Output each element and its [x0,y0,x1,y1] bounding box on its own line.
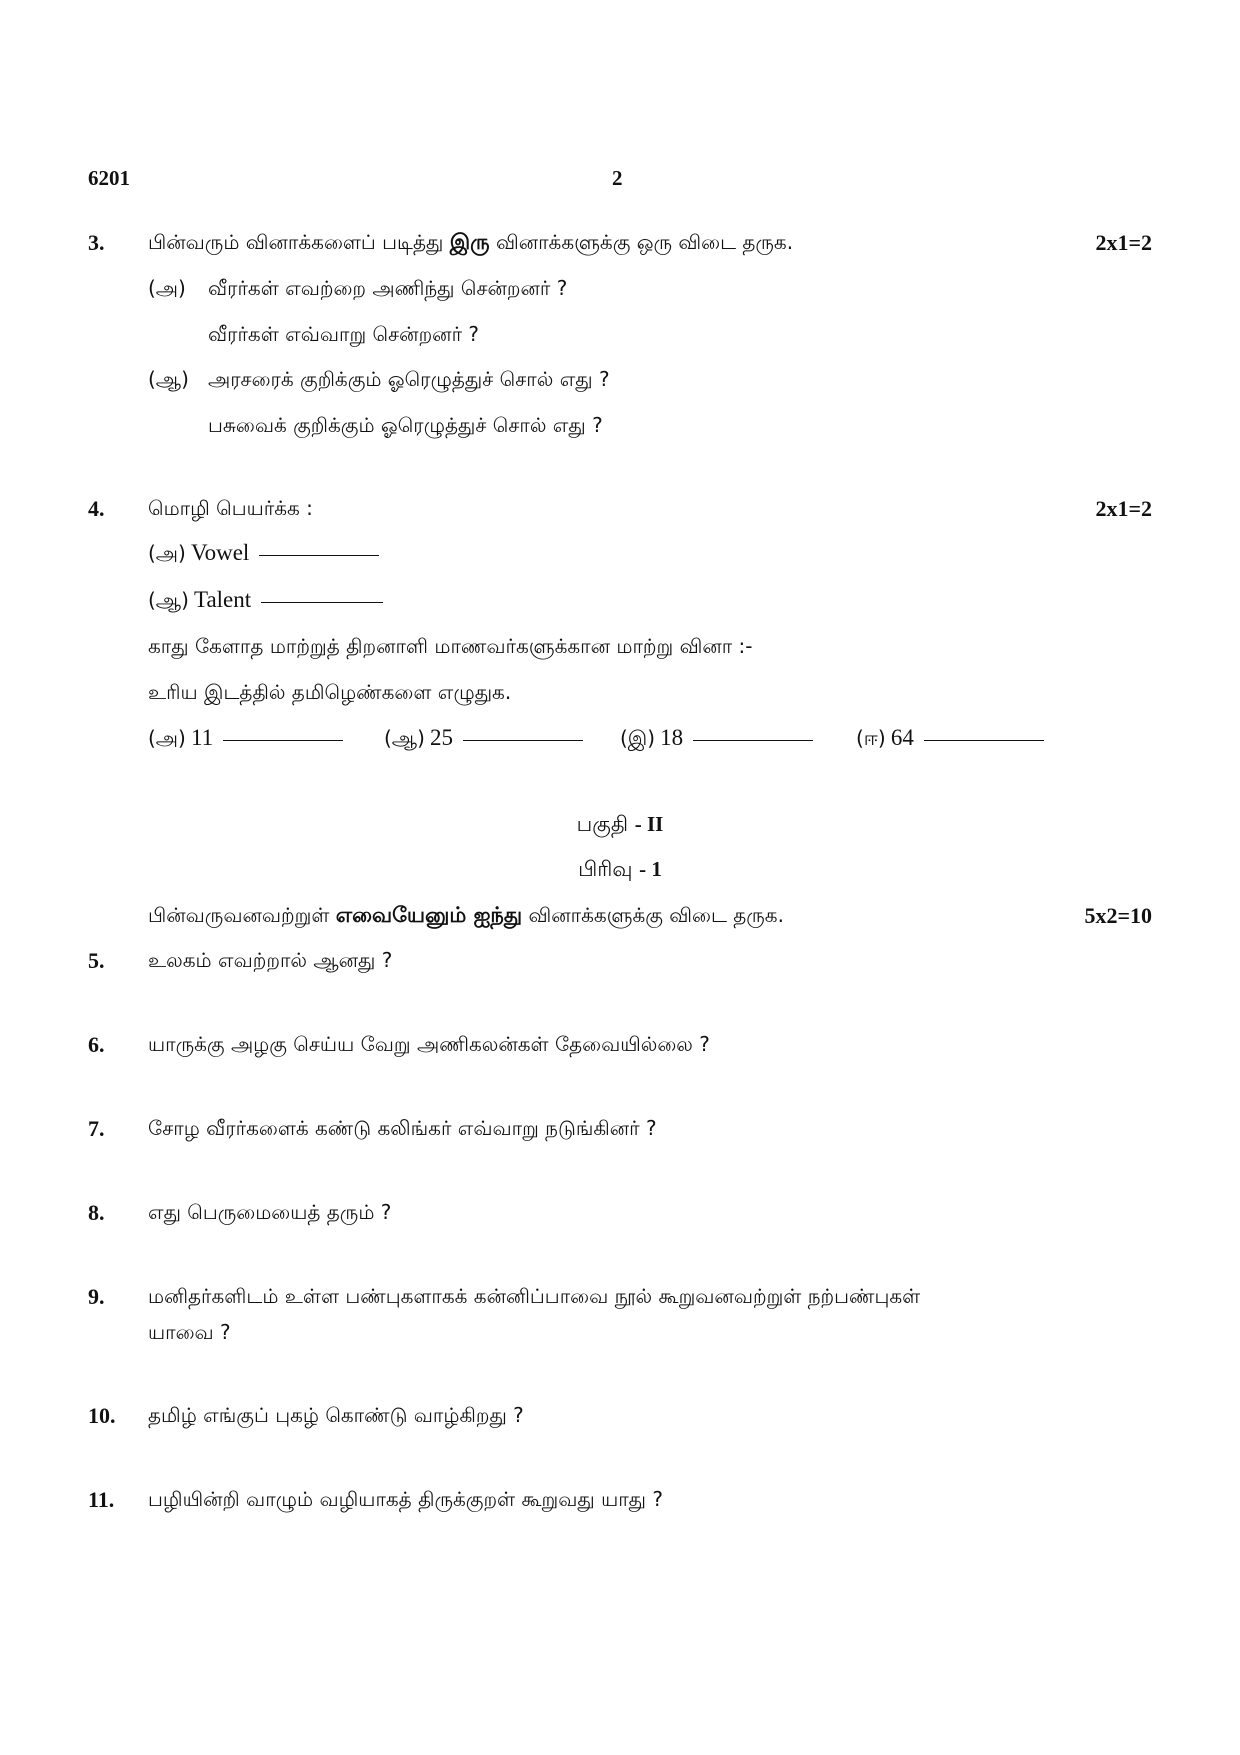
instruction-text: வினாக்களுக்கு ஒரு விடை தருக. [489,230,794,254]
option-label: (அ) [148,726,186,750]
question-text-continued: யாவை ? [148,1320,231,1344]
numeral-item [620,725,813,753]
question-text: யாருக்கு அழகு செய்ய வேறு அணிகலன்கள் தேவையில்லை ? [148,1032,710,1056]
question-text: தமிழ் எங்குப் புகழ் கொண்டு வாழ்கிறது ? [148,1403,524,1427]
subquestion-text: வீரர்கள் எவ்வாறு சென்றனர் ? [208,322,479,346]
numeral-item [856,725,1044,753]
option-label: (ஆ) [148,367,189,391]
question-text: உலகம் எவற்றால் ஆனது ? [148,948,393,972]
subquestion-text: பசுவைக் குறிக்கும் ஓரெழுத்துச் சொல் எது ? [208,413,603,437]
numeral-value: 25 [430,725,453,750]
page-number: 2 [612,166,623,190]
question-number: 5. [88,948,105,973]
section-title [520,812,720,839]
section-instruction [148,903,784,930]
option-label: (ஆ) [384,726,425,750]
section-number: - II [634,812,664,836]
option-label: (அ) [148,276,186,300]
question-number: 8. [88,1200,105,1225]
alternate-question-heading: காது கேளாத மாற்றுத் திறனாளி மாணவர்களுக்கான மாற்று வினா :- [148,634,753,658]
instruction-text: வினாக்களுக்கு விடை தருக. [522,903,784,927]
answer-blank [924,739,1044,741]
answer-blank [463,739,583,741]
marks-label: 5x2=10 [1084,903,1152,928]
question-number: 10. [88,1403,116,1428]
question-number: 9. [88,1284,105,1309]
instruction-text: பின்வரும் வினாக்களைப் படித்து [148,230,450,254]
subquestion-text: வீரர்கள் எவற்றை அணிந்து சென்றனர் ? [208,276,568,300]
question-number: 7. [88,1116,105,1141]
numeral-item [148,725,343,753]
numeral-value: 18 [660,725,684,750]
translation-item [148,540,379,568]
question-instruction [148,230,793,257]
question-instruction: மொழி பெயர்க்க : [148,496,313,520]
marks-label: 2x1=2 [1095,230,1152,255]
question-text: மனிதர்களிடம் உள்ள பண்புகளாகக் கன்னிப்பாவை நூல் கூறுவனவற்றுள் நற்பண்புகள் [148,1284,921,1308]
question-number: 3. [88,230,105,255]
question-number: 11. [88,1487,115,1512]
translation-word: Vowel [190,540,250,565]
marks-label: 2x1=2 [1095,496,1152,521]
division-word: பிரிவு [578,857,633,881]
answer-blank [261,601,383,603]
question-number: 6. [88,1032,105,1057]
section-word: பகுதி [576,812,629,836]
question-text: சோழ வீரர்களைக் கண்டு கலிங்கர் எவ்வாறு நடுங்கினர் ? [148,1116,657,1140]
question-text: எது பெருமையைத் தரும் ? [148,1200,392,1224]
translation-item [148,587,383,615]
numeral-item [384,725,583,753]
numeral-value: 64 [890,725,914,750]
option-label: (இ) [620,726,656,750]
instruction-emphasis: இரு [449,230,490,254]
question-number: 4. [88,496,105,521]
division-number: - 1 [639,857,662,881]
question-text: பழியின்றி வாழும் வழியாகத் திருக்குறள் கூறுவது யாது ? [148,1487,663,1511]
numeral-value: 11 [190,725,214,750]
answer-blank [693,739,813,741]
division-title [520,857,720,884]
answer-blank [259,554,379,556]
subquestion-text: அரசரைக் குறிக்கும் ஓரெழுத்துச் சொல் எது ? [208,367,610,391]
alternate-question-instruction: உரிய இடத்தில் தமிழெண்களை எழுதுக. [148,680,512,704]
instruction-emphasis: எவையேனும் ஐந்து [335,903,523,927]
translation-word: Talent [194,587,252,612]
answer-blank [223,739,343,741]
option-label: (ஈ) [856,726,886,750]
paper-code: 6201 [88,166,130,190]
instruction-text: பின்வருவனவற்றுள் [148,903,336,927]
option-label: (ஆ) [148,588,189,612]
option-label: (அ) [148,541,186,565]
